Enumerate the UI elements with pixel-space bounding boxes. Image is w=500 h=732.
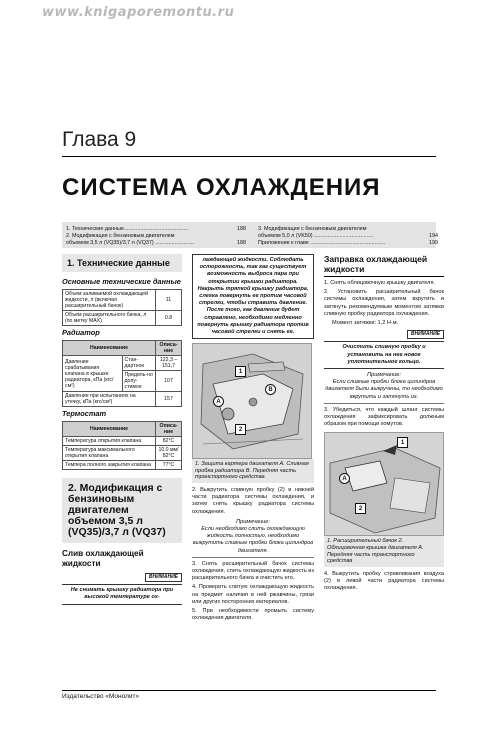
step-3: 3. Убедиться, что каждый шланг системы охлаждения зафиксировать должным образом при помощи хомутов.	[324, 406, 444, 428]
figure-caption: 1. Расширительный бачок 2. Облицовочная крышка двигателя A. Передняя часть транспортного средства	[324, 536, 444, 566]
toc-left-column	[66, 226, 246, 247]
warning-text: Не снимать крышку радиатора при высокой температуре ох-	[62, 584, 182, 604]
right-column	[324, 254, 444, 594]
thermostat-table: Наименование Описа-ние Температура открытия клапана 82°C Температура максимального открытия клапана 10.0 мм/ 82°C Темпера полного закрытия клапана 77°C	[62, 421, 182, 470]
callout-a: A	[213, 396, 224, 407]
publisher-footer: Издательство «Монолит»	[62, 693, 140, 700]
warning-text: Очистить сливную пробку и установить на нее новое уплотнительное кольцо.	[324, 341, 444, 369]
step-2: 2. Установить расширительный бачок системы охлаждения, затем вкрутить и затянуть рекомендуемым моментом затяжки сливную пробку радиатора охлаждения.	[324, 289, 444, 317]
callout-b: B	[265, 384, 276, 395]
note-block: Примечание: Если сливные пробки блока цилиндров двигателя были выкручены, то необходимо вкрутить и затянуть их.	[324, 372, 444, 404]
callout-a: A	[339, 473, 350, 484]
middle-column	[192, 254, 314, 624]
torque-value: Момент затяжки: 1,2 Н·м.	[332, 320, 399, 327]
table-row: Давление при испытаниях на утечку, кПа (кгс/см²) 157	[63, 392, 182, 407]
radiator-drain-figure	[192, 343, 312, 459]
table-row: Объем заливаемой охлаждающей жидкости, л (включая расширительный бачок) 11	[63, 290, 182, 311]
table-row: Темпера полного закрытия клапана 77°C	[63, 461, 182, 470]
toc-entry[interactable]: 3. Модификация с бензиновым двигателем	[258, 226, 367, 232]
refill-heading: Заправка охлаждающей жидкости	[324, 254, 444, 277]
toc-right-column	[258, 226, 438, 247]
chapter-label: Глава 9	[62, 128, 137, 151]
section-1-heading: 1. Технические данные	[62, 254, 182, 272]
left-column	[62, 254, 182, 605]
table-of-contents	[62, 222, 436, 248]
table-row: Предель-но допу-стимое 107	[63, 371, 182, 392]
chapter-rule	[62, 156, 436, 157]
toc-entry[interactable]: 2. Модификация с бензиновым двигателем	[66, 233, 175, 239]
callout-1: 1	[235, 366, 246, 377]
step-3: 3. Снять расширительный бачок системы охлаждения, слить охлаждающую жидкость из расширительного бачка и очистить его.	[192, 560, 314, 582]
table-row: Объем расширительного бачка, л (по метку MAX) 0.8	[63, 311, 182, 326]
step-2: 2. Выкрутить сливную пробку (2) в нижней части радиатора системы охлаждения, и затем снять крышку радиатора системы охлаждения.	[192, 487, 314, 515]
warning-badge: ВНИМАНИЕ	[407, 330, 444, 339]
page-title: СИСТЕМА ОХЛАЖДЕНИЯ	[62, 174, 381, 201]
thermostat-heading: Термостат	[62, 409, 107, 418]
site-watermark: www.knigaporemontu.ru	[42, 5, 235, 20]
step-4: 4. Выкрутить пробку стравливания воздуха (2) в левой части радиатора системы охлаждения.	[324, 570, 444, 592]
callout-1: 1	[397, 437, 408, 448]
radiator-heading: Радиатор	[62, 328, 100, 337]
toc-entry[interactable]: Приложение к главе .................................................. 199	[258, 240, 438, 246]
toc-entry[interactable]: 1. Технические данные........................................... 188	[66, 226, 246, 232]
toc-entry[interactable]: объемом 5,0 л (VK50) ........................................ 194	[258, 233, 438, 239]
warning-badge: ВНИМАНИЕ	[145, 573, 182, 582]
note-block: Примечание: Если необходимо слить охлаждающую жидкость полностью, необходимо выкрутить сливные пробки блока цилиндров двигателя.	[192, 519, 314, 558]
drain-heading: Слив охлаждающей жидкости	[62, 549, 144, 568]
figure-caption: 1. Защита картера двигателя A. Сливная пробка радиатора B. Передняя часть транспортного средства	[192, 459, 314, 483]
callout-2: 2	[355, 503, 366, 514]
engine-bay-illustration	[325, 433, 444, 536]
table-row: Температура максимального открытия клапана 10.0 мм/ 82°C	[63, 446, 182, 461]
section-2-heading: 2. Модификация с бензиновым двигателем объемом 3,5 л (VQ35)/3,7 л (VQ37)	[62, 478, 182, 543]
step-4: 4. Проверить слитую охлаждающую жидкость на предмет наличия в ней ржавчины, грязи или других посторонних материалов.	[192, 584, 314, 605]
expansion-tank-figure	[324, 432, 444, 536]
table-row: Температура открытия клапана 82°C	[63, 437, 182, 446]
warning-continued: лаждающей жидкости. Соблюдать осторожность, так как существует возможность выброса пара при открытии крышки радиатора. Накрыть тряпкой крышку радиатора, слегка повернуть ее против часовой стрелки, чтобы стравить давление. После того, как давление будет стравлено, необходимо медленно повернуть крышку радиатора против часовой стрелки и снять ее.	[192, 254, 314, 339]
main-specs-table	[62, 289, 182, 326]
radiator-table: Наименование Описа-ние Давление срабатывания клапана в крышке радиатора, кПа (кгс/см²) Стан-дартное 122,3 – 151,7 Предель-но допу-стимое 107 Давление при испытаниях на утечку, кПа (кгс/см²) 157	[62, 340, 182, 407]
step-5: 5. При необходимости промыть систему охлаждения двигателя.	[192, 608, 314, 622]
engine-underside-illustration	[193, 344, 312, 459]
table-row: Давление срабатывания клапана в крышке радиатора, кПа (кгс/см²) Стан-дартное 122,3 – 151,7	[63, 356, 182, 371]
callout-2: 2	[235, 424, 246, 435]
main-specs-heading: Основные технические данные	[62, 277, 181, 286]
toc-entry[interactable]: объемом 3,5 л (VQ35)/3,7 л (VQ37) .......................... 188	[66, 240, 246, 246]
footer-rule	[62, 690, 436, 691]
step-1: 1. Снять облицовочную крышку двигателя.	[324, 280, 436, 286]
